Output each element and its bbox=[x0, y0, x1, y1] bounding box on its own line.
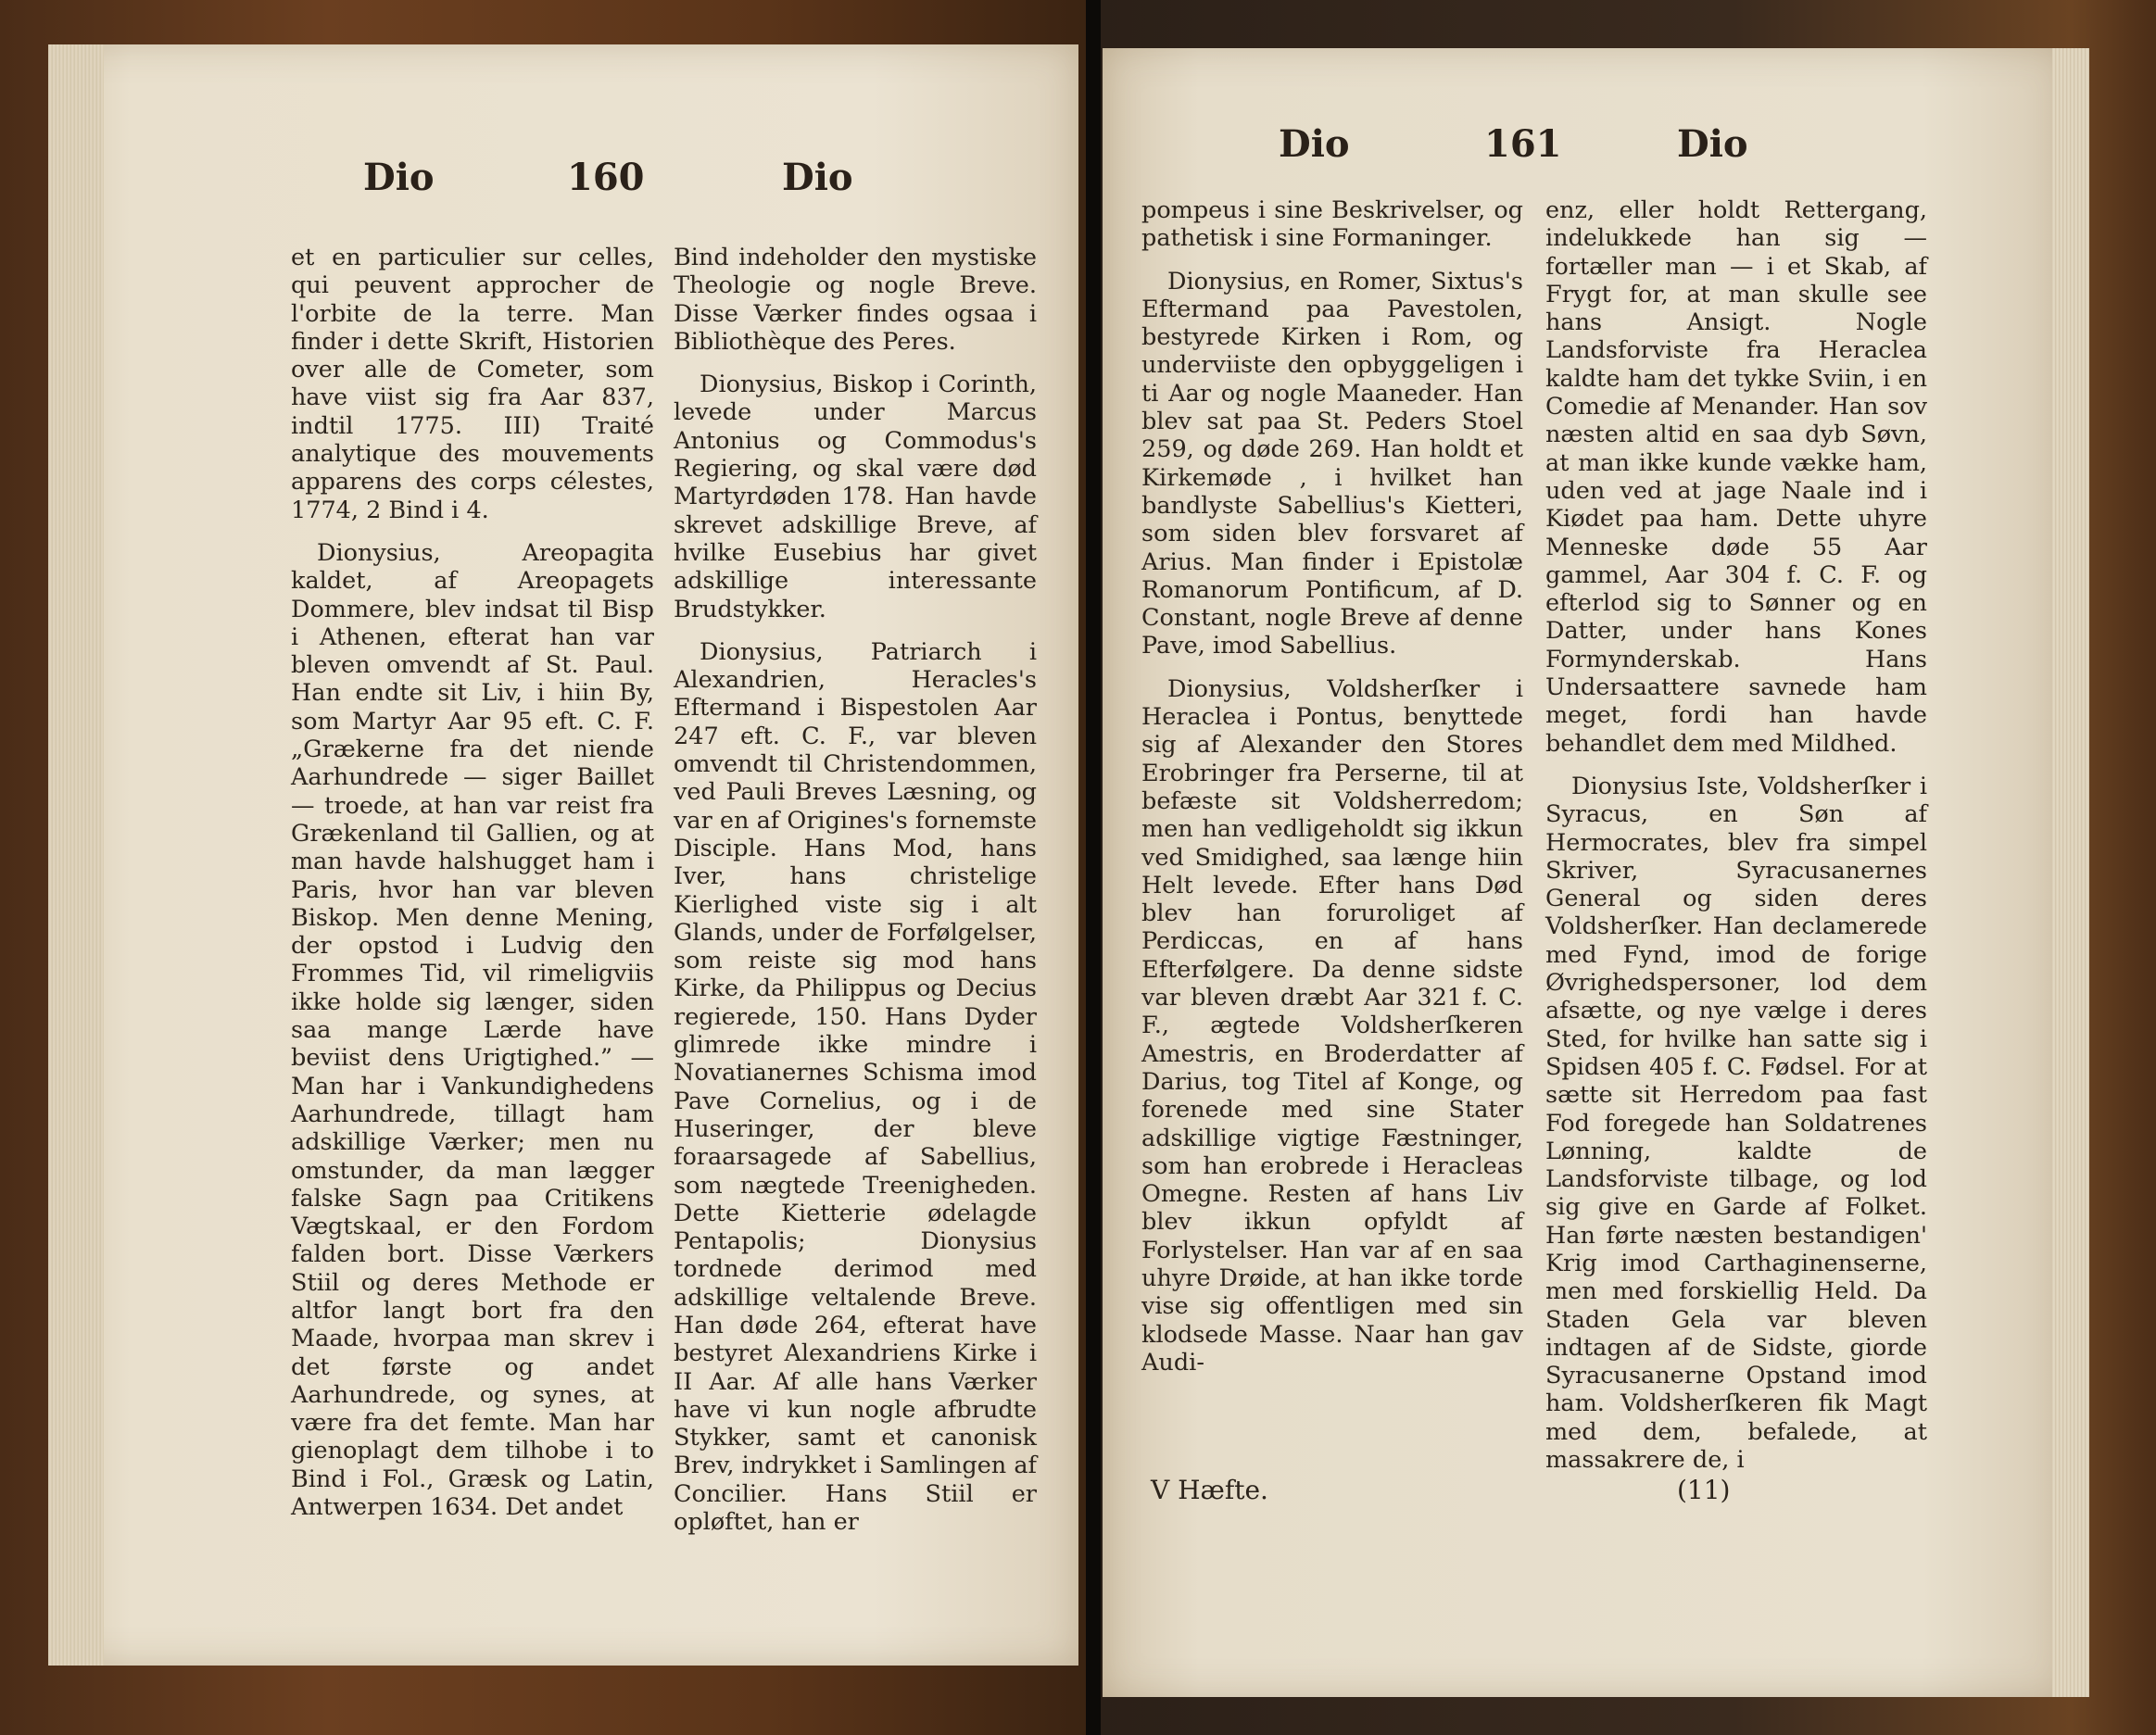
paragraph: enz, eller holdt Rettergang, indelukkede han sig — fortæller man — i et Skab, af Frygt for, at man skulle see hans Ansigt. Nogle Landsforviste fra Heraclea kaldte ham det tykke Sviin, i en Comedie af Menander. Han sov næsten altid en saa dyb Søvn, at man ikke kunde vække ham, uden ved at jage Naale ind i Kiødet paa ham. Dette uhyre Menneske døde 55 Aar gammel, Aar 304 f. C. F. og efterlod sig to Sønner og en Datter, under hans Kones Formynderskab. Hans Undersaattere savnede ham meget, fordi han havde behandlet dem med Mildhed. bbox=[1545, 196, 1927, 758]
left-page-header bbox=[48, 156, 1078, 230]
entry-dionysius-heraclea: Dionysius, Voldsherſker i Heraclea i Pontus, benyttede sig af Alexander den Stores Erobringer fra Perserne, til at befæste sit Voldsherredom; men han vedligeholdt sig ikkun ved Smidighed, saa længe hiin Helt levede. Efter hans Død blev han foruroliget af Perdiccas, en af hans Efterfølgere. Da denne sidste var bleven dræbt Aar 321 f. C. F., ægtede Voldsherſkeren Amestris, en Broderdatter af Darius, tog Titel af Konge, og forenede med sine Stater adskillige vigtige Fæstninger, som han erobrede i Heracleas Omegne. Resten af hans Liv blev ikkun opfyldt af Forlystelser. Han var af en saa uhyre Drøide, at han ikke torde vise sig offentligen med sin klodsede Masse. Naar han gav Audi- bbox=[1141, 674, 1523, 1377]
left-page-column-2 bbox=[674, 244, 1037, 1551]
right-header-word-left: Dio bbox=[1279, 122, 1350, 166]
right-page-column-1 bbox=[1141, 196, 1523, 1391]
sheet-mark: (11) bbox=[1677, 1475, 1731, 1505]
signature-mark: V Hæfte. bbox=[1151, 1475, 1268, 1505]
right-page bbox=[1103, 48, 2066, 1697]
entry-dionysius-romer: Dionysius, en Romer, Sixtus's Eftermand paa Pavestolen, bestyrede Kirken i Rom, og underviiste den opbyggeligen i ti Aar og nogle Maaneder. Han blev sat paa St. Peders Stoel 259, og døde 269. Han holdt et Kirkemøde , i hvilket han bandlyste Sabellius's Kietteri, som siden blev forsvaret af Arius. Man finder i Epistolæ Romanorum Pontificum, af D. Constant, nogle Breve af denne Pave, imod Sabellius. bbox=[1141, 267, 1523, 660]
paragraph: Bind indeholder den mystiske Theologie og nogle Breve. Disse Værker findes ogsaa i Bibliothèque des Peres. bbox=[674, 244, 1037, 356]
left-page-edges bbox=[48, 44, 104, 1666]
entry-dionysius-alexandrien: Dionysius, Patriarch i Alexandrien, Heracles's Eftermand i Bispestolen Aar 247 eft. C. F., var bleven omvendt til Christendommen, ved Pauli Breves Læsning, og var en af Origines's fornemste Disciple. Hans Mod, hans Iver, hans christelige Kierlighed viste sig i alt Glands, under de Forfølgelser, som reiste sig mod hans Kirke, da Philippus og Decius regierede, 150. Hans Dyder glimrede ikke mindre i Novatianernes Schisma imod Pave Cornelius, og i de Huseringer, der bleve foraarsagede af Sabellius, som nægtede Treenigheden. Dette Kietterie ødelagde Pentapolis; Dionysius tordnede derimod med adskillige veltalende Breve. Han døde 264, efterat have bestyret Alexandriens Kirke i II Aar. Af alle hans Værker have vi kun nogle afbrudte Stykker, samt et canonisk Brev, indrykket i Samlingen af Concilier. Hans Stiil er opløftet, han er bbox=[674, 637, 1037, 1537]
right-page-number: 161 bbox=[1484, 122, 1562, 166]
right-page-header bbox=[1103, 122, 2066, 196]
left-header-word-right: Dio bbox=[782, 156, 853, 199]
entry-dionysius-corinth: Dionysius, Biskop i Corinth, levede under Marcus Antonius og Commodus's Regiering, og skal være død Martyrdøden 178. Han havde skrevet adskillige Breve, af hvilke Eusebius har givet adskillige interessante Brudstykker. bbox=[674, 371, 1037, 623]
right-page-edges bbox=[2052, 48, 2089, 1697]
paragraph: pompeus i sine Beskrivelser, og pathetisk i sine Formaninger. bbox=[1141, 196, 1523, 253]
entry-dionysius-areopagita: Dionysius, Areopagita kaldet, af Areopagets Dommere, blev indsat til Bisp i Athenen, efterat han var bleven omvendt af St. Paul. Han endte sit Liv, i hiin By, som Martyr Aar 95 eft. C. F. „Grækerne fra det niende Aarhundrede — siger Baillet — troede, at han var reist fra Grækenland til Gallien, og at man havde halshugget ham i Paris, hvor han var bleven Biskop. Men denne Mening, der opstod i Ludvig den Frommes Tid, vil rimeligviis ikke holde sig længer, siden saa mange Lærde have beviist dens Urigtighed.” — Man har i Vankundighedens Aarhundrede, tillagt ham adskillige Værker; men nu omstunder, da man lægger falske Sagn paa Critikens Vægtskaal, er den Fordom falden bort. Disse Værkers Stiil og deres Methode er altfor langt bort fra den Maade, hvorpaa man skrev i det første og andet Aarhundrede, og synes, at være fra det femte. Man har gienoplagt dem tilhobe i to Bind i Fol., Græsk og Latin, Antwerpen 1634. Det andet bbox=[291, 538, 654, 1522]
left-page bbox=[48, 44, 1078, 1666]
book-gutter bbox=[1086, 0, 1101, 1735]
left-page-number: 160 bbox=[567, 156, 645, 199]
left-page-column-1 bbox=[291, 244, 654, 1536]
right-header-word-right: Dio bbox=[1677, 122, 1748, 166]
paragraph: et en particulier sur celles, qui peuvent approcher de l'orbite de la terre. Man finder i dette Skrift, Historien over alle de Cometer, som have viist sig fra Aar 837, indtil 1775. III) Traité analytique des mouvements apparens des corps célestes, 1774, 2 Bind i 4. bbox=[291, 244, 654, 524]
entry-dionysius-iste: Dionysius Iste, Voldsherſker i Syracus, en Søn af Hermocrates, blev fra simpel Skriver, Syracusanernes General og siden deres Voldsherſker. Han declamerede med Fynd, imod de forige Øvrighedspersoner, lod dem afsætte, og nye vælge i deres Sted, for hvilke han satte sig i Spidsen 405 f. C. Fødsel. For at sætte sit Herredom paa fast Fod foregede han Soldatrenes Lønning, kaldte de Landsforviste tilbage, og lod sig give en Garde af Folket. Han førte næsten bestandigen' Krig imod Carthaginenserne, men med forskiellig Held. Da Staden Gela var bleven indtagen af de Sidste, giorde Syracusanerne Opstand imod ham. Voldsherſkeren fik Magt med dem, befalede, at massakrere de, i bbox=[1545, 772, 1927, 1475]
right-page-column-2 bbox=[1545, 196, 1927, 1489]
left-header-word-left: Dio bbox=[363, 156, 435, 199]
